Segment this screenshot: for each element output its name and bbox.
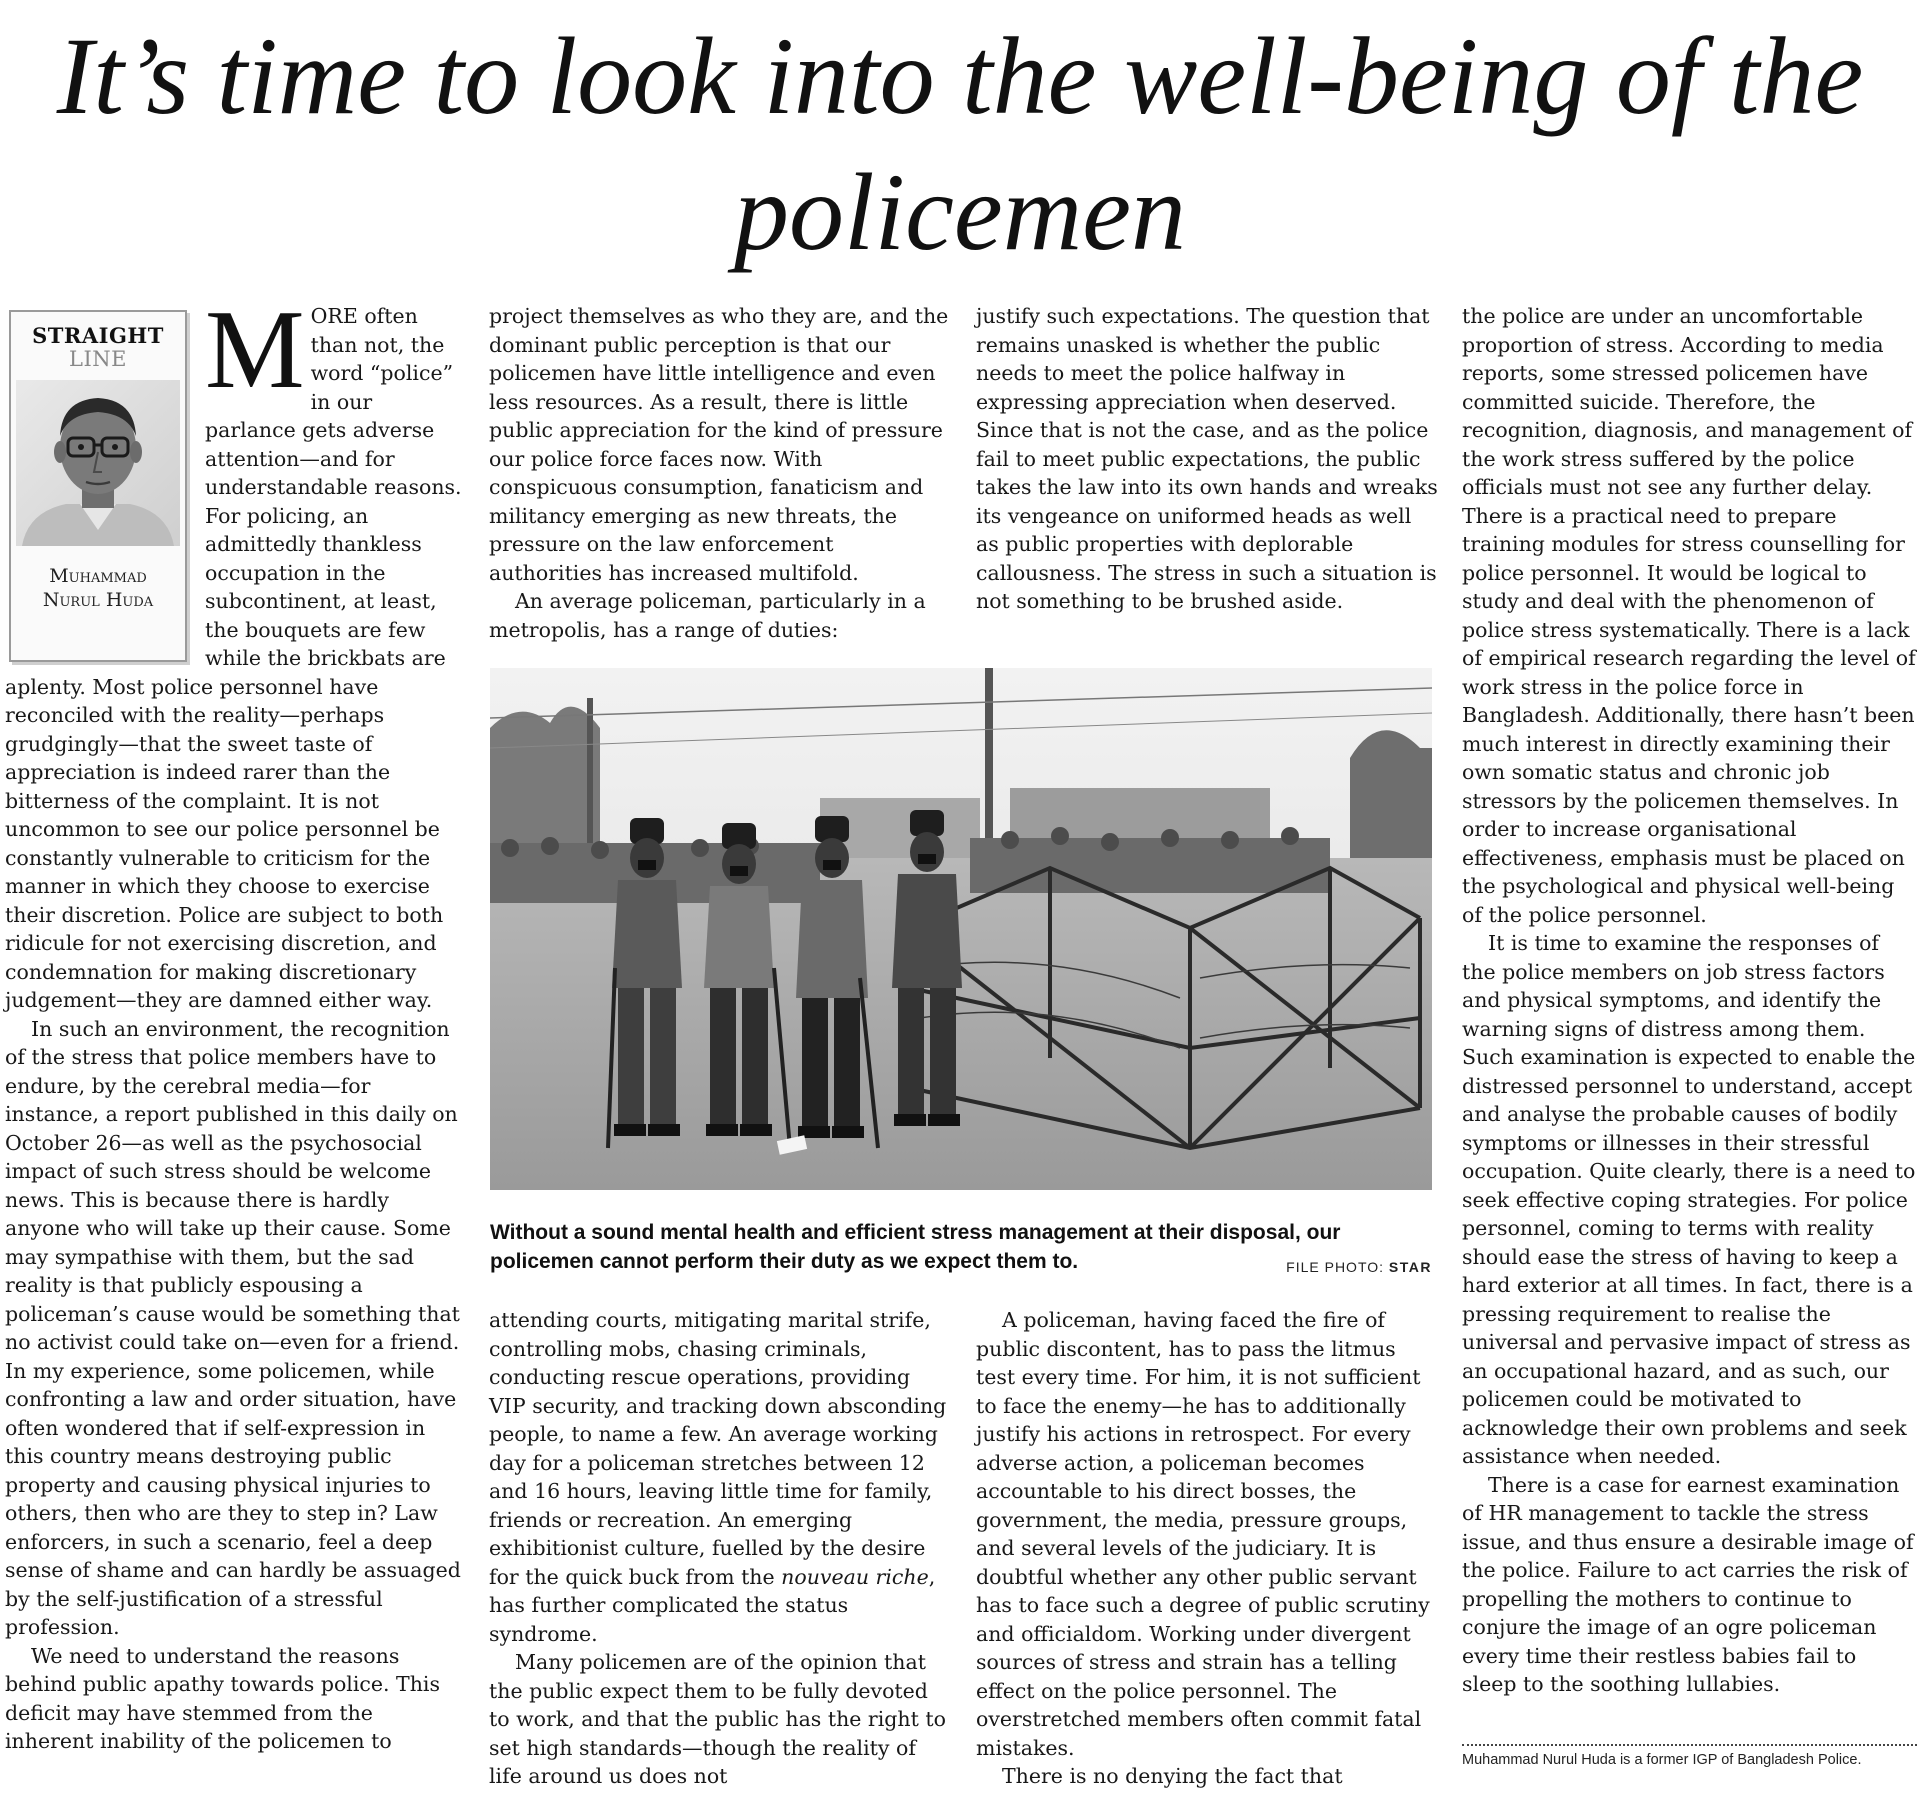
article-paragraph: project themselves as who they are, and the dominant public perception is that our policemen have little intelligence and even less resources. As a result, there is little public appreciation for the kind of pressure our police force faces now. With conspicuous consumption, fanaticism and militancy emerging as new threats, the pressure on the law enforcement authorities has increased multifold. [489,304,949,585]
column-label-line1: STRAIGHT [32,323,164,348]
article-paragraph: Many policemen are of the opinion that the public expect them to be fully devoted to work, and that the public has the right to set high standards—though the reality of life around us does not [489,1650,946,1788]
article-paragraph: In such an environment, the recognition of the stress that police members have to endure, by the cerebral media—for instance, a report published in this daily on October 26—as well as the psychosocial impact of such stress should be welcome news. This is because there is hardly anyone who will take up their cause. Some may sympathise with them, but the sad reality is that publicly espousing a policeman’s cause would be something that no activist could take on—even for a friend. In my experience, some policemen, while confronting a law and order situation, have often wondered that if self-expression in this country means destroying public property and causing physical injuries to others, then who are they to step in? Law enforcers, in such a scenario, feel a deep sense of shame and can hardly be assuaged by the self-justification of a stressful profession. [5,1016,461,1639]
article-column-3-bottom [976,1306,1438,1791]
photo-credit-prefix: FILE PHOTO: [1286,1259,1389,1275]
paragraph-text: ORE often than not, the word “police” in our parlance gets adverse attention—and for understandable reasons. For policing, an admittedly thankless occupation in the subcontinent, at least, the bouquets are few while the brickbats are aplenty. Most police personnel have reconciled with the reality—perhaps grudgingly—that the sweet taste of appreciation is indeed rarer than the bitterness of the complaint. It is not uncommon to see our police personnel be constantly vulnerable to criticism for the manner in which they choose to exercise their discretion. Police are subject to both ridicule for not exercising discretion, and condemnation for making discretionary judgement—they are damned either way. [5,304,462,1012]
article-paragraph: An average policeman, particularly in a metropolis, has a range of duties: [489,589,926,642]
article-paragraph: There is a case for earnest examination of HR management to tackle the stress issue, and thus ensure a desirable image of the police. Failure to act carries the risk of propelling the mothers to continue to conjure the image of an ogre policeman every time their restless babies fail to sleep to the soothing lullabies. [1462,1472,1914,1696]
article-paragraph: A policeman, having faced the fire of public discontent, has to pass the litmus test every time. For him, it is not sufficient to face the enemy—he has to additionally justify his actions in retrospect. For every adverse action, a policeman becomes accountable to his direct bosses, the government, the media, pressure groups, and several levels of the judiciary. It is doubtful whether any other public servant has to face such a degree of public scrutiny and officialdom. Working under divergent sources of stress and strain has a telling effect on the police personnel. The overstretched members often commit fatal mistakes. [976,1308,1430,1760]
article-column-3-top [976,302,1438,616]
column-label-line2: LINE [69,347,127,371]
paragraph-text: , has further complicated the status syndrome. [489,1564,936,1646]
article-paragraph: justify such expectations. The question that remains unasked is whether the public needs to meet the police halfway in expressing appreciation when deserved. Since that is not the case, and as the police fail to meet public expectations, the public takes the law into its own hands and wreaks its vengeance on uniformed heads as well as public properties with deplorable callousness. The stress in such a situation is not something to be brushed aside. [976,304,1438,613]
news-photo [490,668,1432,1190]
author-box [9,310,187,662]
article-paragraph [489,1306,951,1648]
article-column-2-top [489,302,951,644]
author-name-line2: Nurul Huda [42,589,154,611]
article-column-2-bottom [489,1306,951,1791]
author-name-line1: Muhammad [49,565,147,587]
article-column-4 [1462,302,1917,1699]
author-portrait [16,380,180,546]
photo-caption: Without a sound mental health and efficient stress management at their disposal, our policemen cannot perform their duty as we expect them to. [490,1221,1341,1273]
paragraph-text: attending courts, mitigating marital strife, controlling mobs, chasing criminals, conducting rescue operations, providing VIP security, and tracking down absconding people, to name a few. An average working day for a policeman stretches between 12 and 16 hours, leaving little time for family, friends or recreation. An emerging exhibitionist culture, fuelled by the desire for the quick buck from the [489,1308,947,1589]
bio-divider [1462,1744,1917,1746]
article-paragraph: There is no denying the fact that [1002,1764,1343,1788]
author-bio: Muhammad Nurul Huda is a former IGP of Bangladesh Police. [1462,1752,1862,1768]
photo-credit [1286,1259,1432,1275]
photo-credit-source: STAR [1388,1259,1432,1275]
italic-phrase: nouveau riche [781,1564,929,1589]
article-column-1 [5,288,467,1756]
article-paragraph: the police are under an uncomfortable proportion of stress. According to media reports, some stressed policemen have committed suicide. Therefore, the recognition, diagnosis, and management of the work stress suffered by the police officials must not see any further delay. There is a practical need to prepare training modules for stress counselling for police personnel. It would be logical to study and deal with the phenomenon of police stress systematically. There is a lack of empirical research regarding the level of work stress in the police force in Bangladesh. Additionally, there hasn’t been much interest in directly examining their own somatic status and chronic job stressors by the policemen themselves. In order to increase organisational effectiveness, emphasis must be placed on the psychological and physical well-being of the police personnel. [1462,304,1916,927]
headline: It’s time to look into the well-being of the policemen [56,15,1864,273]
article-paragraph: We need to understand the reasons behind public apathy towards police. This deficit may have stemmed from the inherent inability of the policemen to [5,1643,441,1753]
drop-cap: M [205,288,305,412]
article-paragraph: It is time to examine the responses of the police members on job stress factors and physical symptoms, and identify the warning signs of distress among them. Such examination is expected to enable the distressed personnel to understand, accept and analyse the probable causes of bodily symptoms or illnesses in their stressful occupation. Quite clearly, there is a need to seek effective coping strategies. For police personnel, coming to terms with reality should ease the stress of having to keep a hard exterior at all times. In fact, there is a pressing requirement to realise the universal and pervasive impact of stress as an occupational hazard, and as such, our policemen could be motivated to acknowledge their own problems and seek assistance when needed. [1462,931,1916,1468]
